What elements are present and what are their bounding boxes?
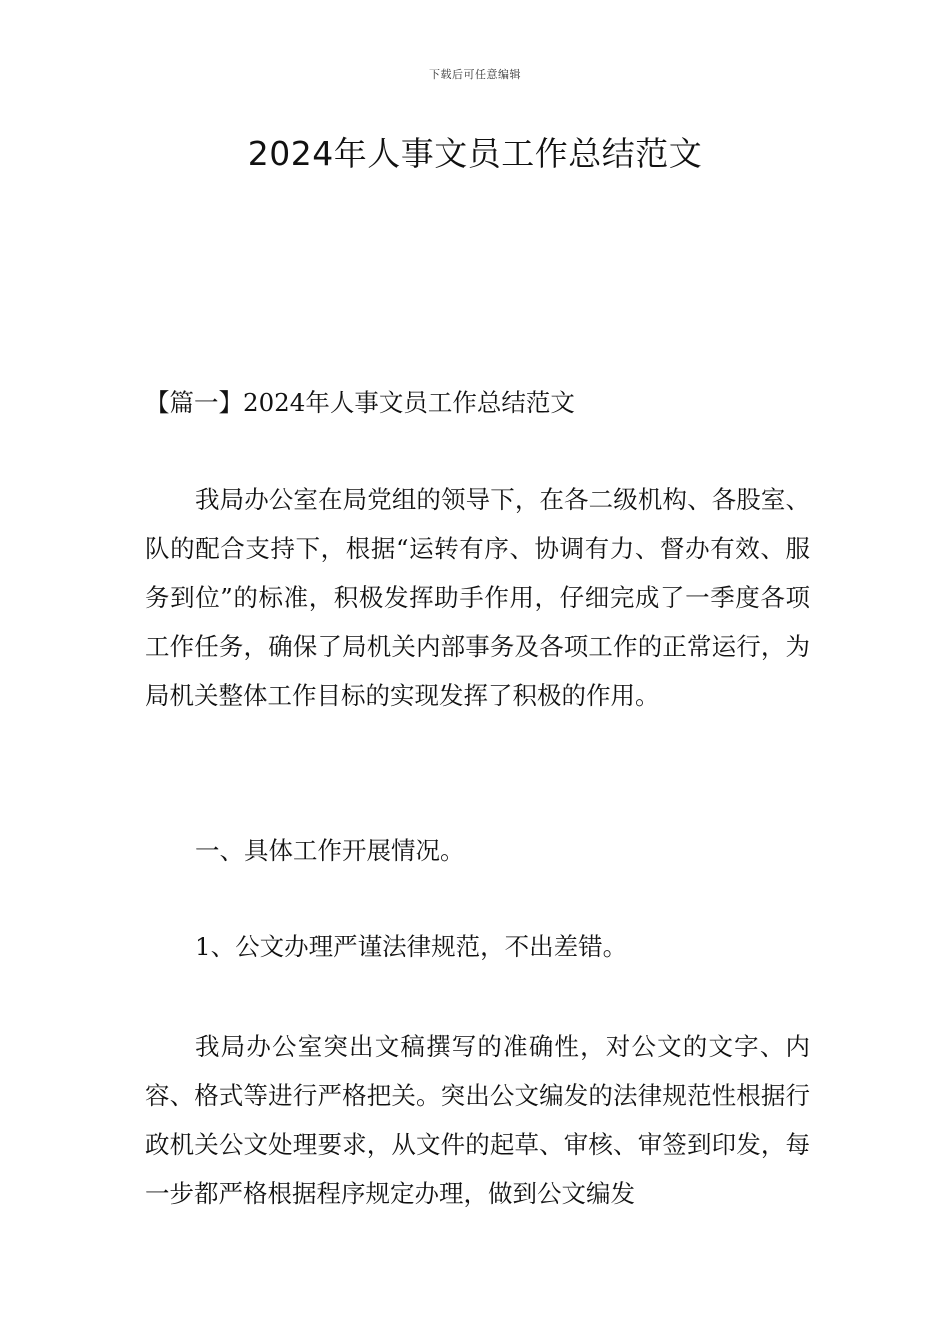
subheading-work-situation: 一、具体工作开展情况。 [195, 836, 465, 865]
paragraph-document-handling: 我局办公室突出文稿撰写的准确性，对公文的文字、内容、格式等进行严格把关。突出公文编发的法律规范性根据行政机关公文处理要求，从文件的起草、审核、审签到印发，每一步都严格根据程序规定办理，做到公文编发 [145, 1032, 810, 1208]
header-note: 下载后可任意编辑 [429, 68, 521, 81]
section-heading: 【篇一】2024年人事文员工作总结范文 [145, 388, 575, 417]
paragraph-intro: 我局办公室在局党组的领导下，在各二级机构、各股室、队的配合支持下，根据“运转有序、协调有力、督办有效、服务到位”的标准，积极发挥助手作用，仔细完成了一季度各项工作任务，确保了局机关内部事务及各项工作的正常运行，为局机关整体工作目标的实现发挥了积极的作用。 [145, 485, 810, 710]
subheading-document-handling: 1、公文办理严谨法律规范，不出差错。 [195, 932, 628, 961]
document-title: 2024年人事文员工作总结范文 [247, 134, 703, 173]
